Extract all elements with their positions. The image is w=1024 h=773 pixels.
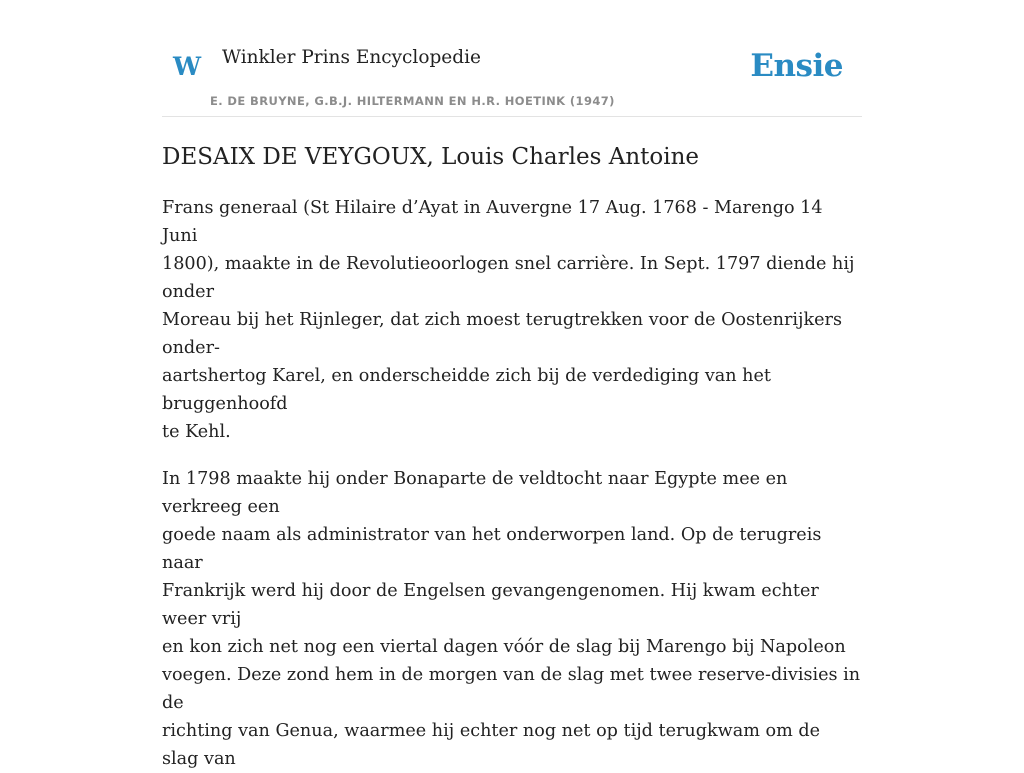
article bbox=[162, 144, 862, 773]
entry-title: DESAIX DE VEYGOUX, Louis Charles Antoine bbox=[162, 144, 699, 170]
winkler-prins-logo[interactable]: W bbox=[173, 52, 202, 81]
site-header bbox=[162, 0, 862, 117]
authors-byline: E. DE BRUYNE, G.B.J. HILTERMANN EN H.R. HOETINK (1947) bbox=[210, 94, 615, 108]
article-paragraph-1: Frans generaal (St Hilaire d’Ayat in Auvergne 17 Aug. 1768 - Marengo 14 Juni 1800), maakte in de Revolutieoorlogen snel carrière. In Sept. 1797 diende hij onder Moreau bij het Rijnleger, dat zich moest terugtrekken voor de Oostenrijkers onder- aartshertog Karel, en onderscheidde zich bij de verdediging van het bruggenhoofd te Kehl. bbox=[162, 197, 855, 442]
site-title[interactable]: Winkler Prins Encyclopedie bbox=[222, 47, 481, 68]
article-paragraph-2: In 1798 maakte hij onder Bonaparte de veldtocht naar Egypte mee en verkreeg een goede naam als administrator van het onderworpen land. Op de terugreis naar Frankrijk werd hij door de Engelsen gevangengenomen. Hij kwam echter weer vrij en kon zich net nog een viertal dagen vóór de slag bij Marengo bij Napoleon voegen. Deze zond hem in de morgen van de slag met twee reserve-divisies in de richting van Genua, waarmee hij echter nog net op tijd terugkwam om de slag van bbox=[162, 468, 861, 769]
page-container bbox=[162, 0, 862, 773]
ensie-brand-logo[interactable]: Ensie bbox=[750, 48, 843, 84]
